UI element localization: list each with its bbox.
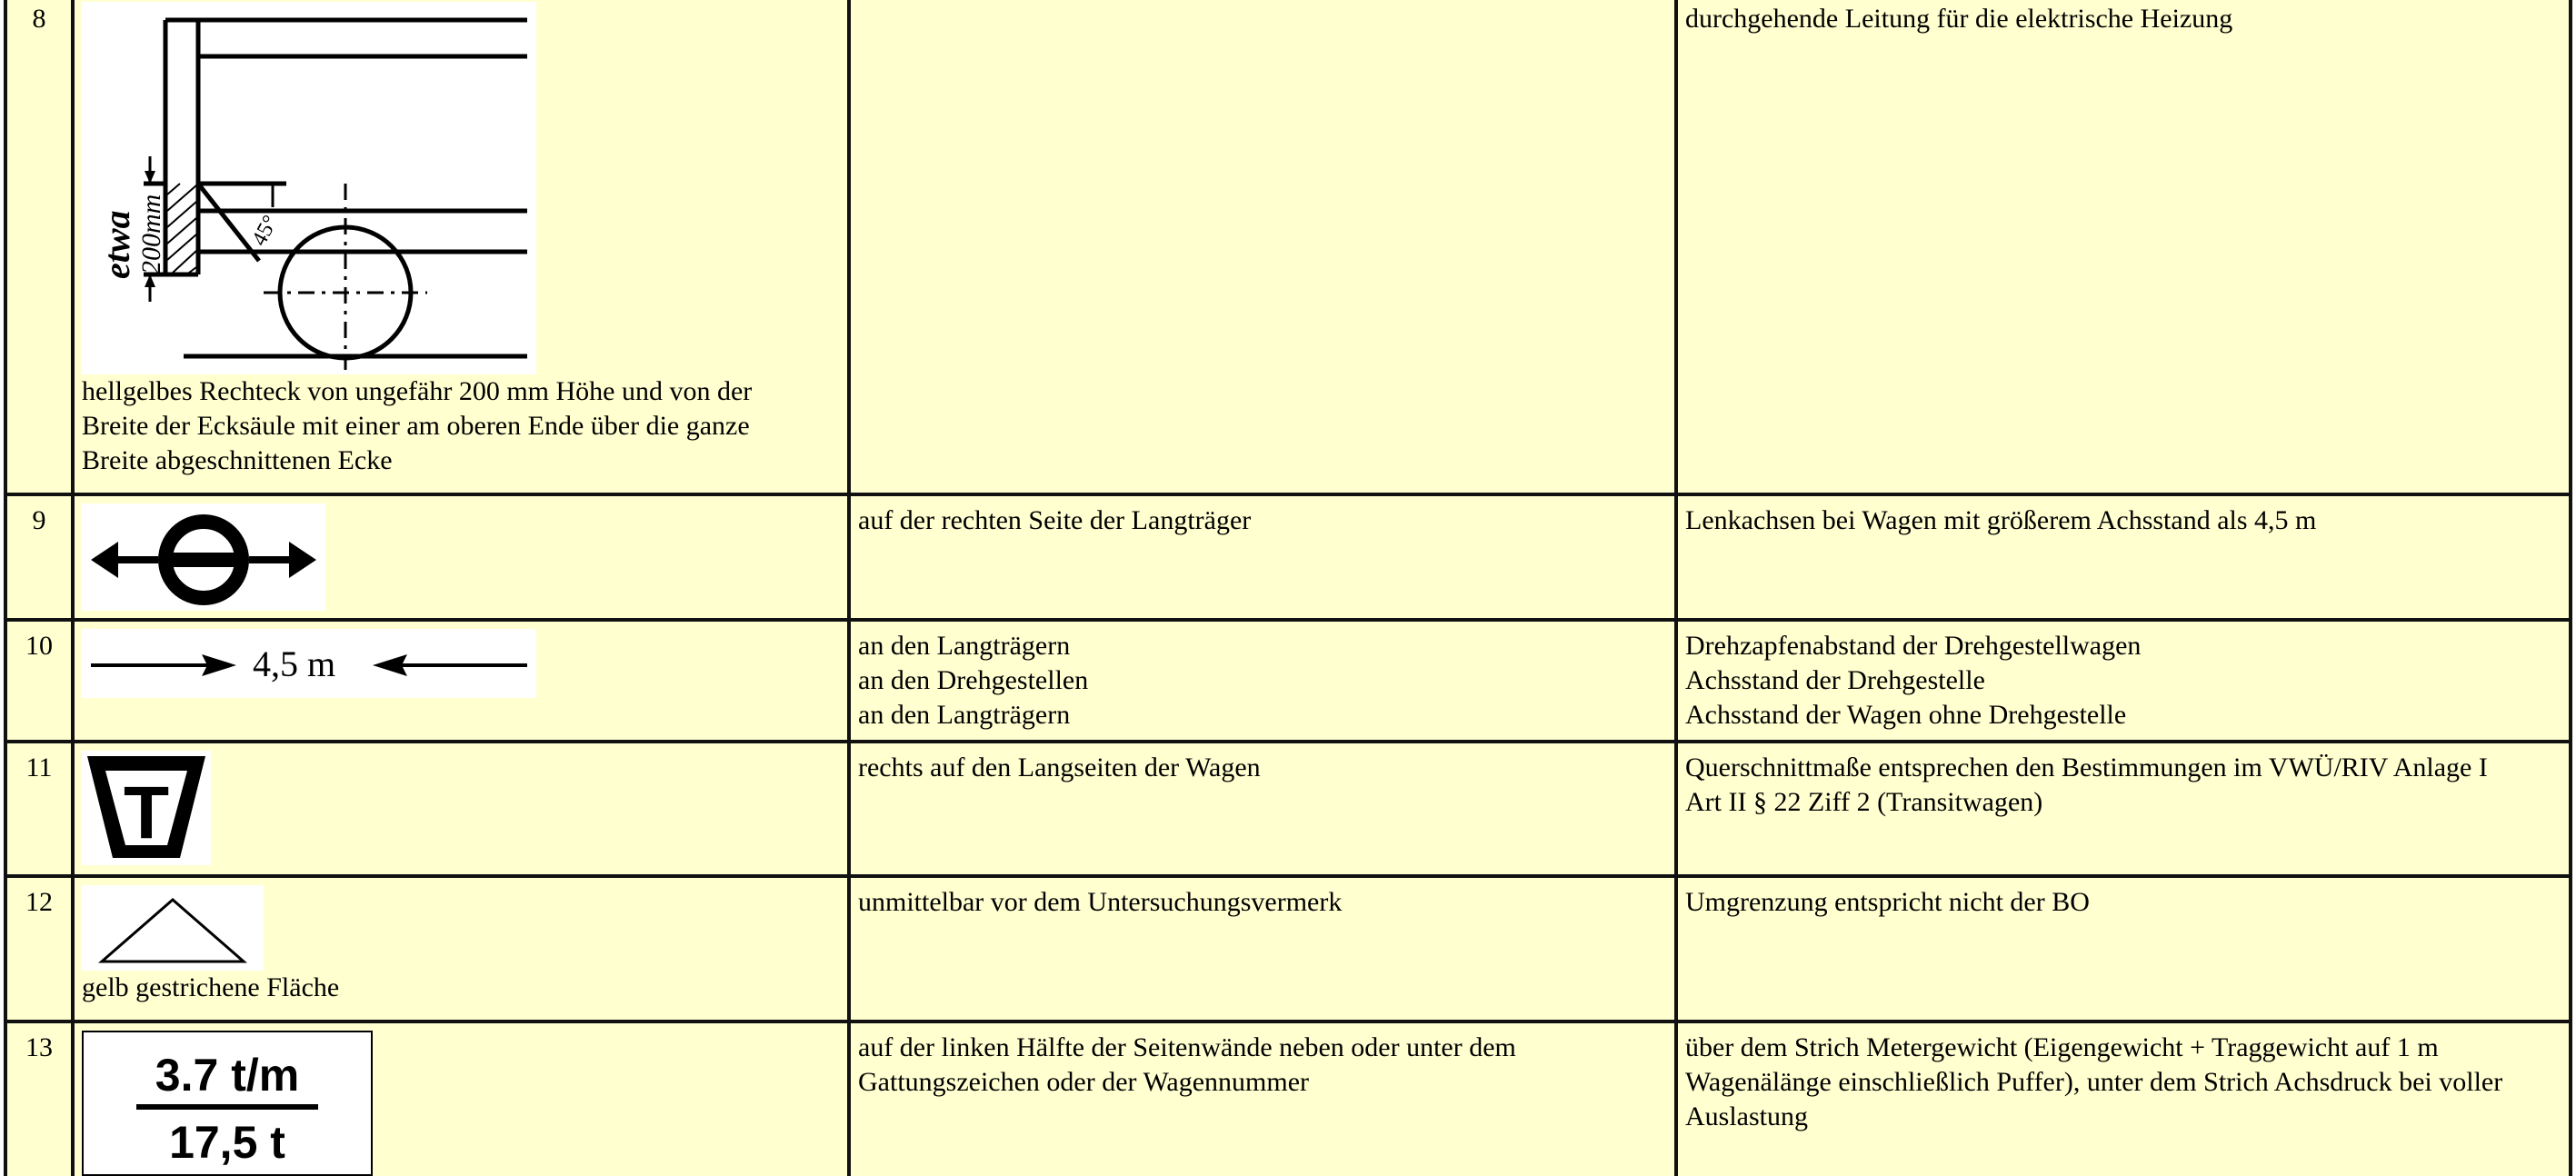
table-row	[5, 876, 2571, 1022]
meaning-cell	[1676, 620, 2571, 742]
meaning-text: durchgehende Leitung für die elektrische Heizung	[1685, 4, 2233, 34]
steering-axle-arrows-icon	[82, 503, 325, 611]
meaning-cell	[1676, 494, 2571, 620]
symbol-cell	[73, 620, 849, 742]
table-row	[5, 620, 2571, 742]
distance-label: 4,5 m	[253, 643, 336, 684]
location-text: rechts auf den Langseiten der Wagen	[858, 752, 1261, 782]
diagram-label-etwa: etwa	[96, 210, 137, 279]
meaning-text: Auslastung	[1685, 1101, 1808, 1131]
meaning-cell	[1676, 0, 2571, 494]
table-row	[5, 742, 2571, 876]
meaning-cell	[1676, 876, 2571, 1022]
location-cell	[849, 494, 1676, 620]
corner-post-drawing-icon	[82, 2, 536, 374]
symbol-cell	[73, 742, 849, 876]
symbol-cell	[73, 876, 849, 1022]
table-row	[5, 0, 2571, 494]
row-number: 8	[5, 0, 73, 494]
table-row	[5, 494, 2571, 620]
row-number: 10	[5, 620, 73, 742]
meaning-text: Querschnittmaße entsprechen den Bestimmungen im VWÜ/RIV Anlage I	[1685, 752, 2488, 782]
meaning-text: Achsstand der Drehgestelle	[1685, 665, 1985, 695]
marking-table	[4, 0, 2572, 1176]
meaning-text: über dem Strich Metergewicht (Eigengewicht + Traggewicht auf 1 m	[1685, 1032, 2439, 1062]
transit-t-letter: T	[123, 772, 170, 854]
triangle-outline-icon	[82, 885, 264, 971]
location-text: auf der linken Hälfte der Seitenwände neben oder unter dem	[858, 1032, 1516, 1062]
location-text: Gattungszeichen oder der Wagennummer	[858, 1067, 1310, 1097]
table-row	[5, 1022, 2571, 1176]
meaning-cell	[1676, 742, 2571, 876]
meaning-text: Wagenälänge einschließlich Puffer), unter dem Strich Achsdruck bei voller	[1685, 1067, 2503, 1097]
axle-load-value: 17,5 t	[169, 1117, 285, 1168]
meaning-text: Umgrenzung entspricht nicht der BO	[1685, 887, 2090, 917]
row-number: 11	[5, 742, 73, 876]
meaning-text: Achsstand der Wagen ohne Drehgestelle	[1685, 700, 2127, 730]
location-text: an den Drehgestellen	[858, 665, 1089, 695]
transit-t-trapezoid-icon	[82, 751, 211, 865]
meaning-text: Art II § 22 Ziff 2 (Transitwagen)	[1685, 787, 2043, 817]
location-cell	[849, 620, 1676, 742]
diagram-label-200mm: 200mm	[136, 194, 166, 274]
meaning-cell	[1676, 1022, 2571, 1176]
meaning-text: Drehzapfenabstand der Drehgestellwagen	[1685, 631, 2142, 661]
distance-arrows-icon	[82, 629, 536, 698]
location-cell	[849, 876, 1676, 1022]
symbol-cell	[73, 0, 849, 494]
location-text: auf der rechten Seite der Langträger	[858, 505, 1252, 535]
row-number: 12	[5, 876, 73, 1022]
diagram-label-angle: 45°	[247, 211, 284, 250]
meter-weight-value: 3.7 t/m	[155, 1050, 300, 1101]
symbol-description: gelb gestrichene Fläche	[82, 972, 340, 1002]
row-number: 13	[5, 1022, 73, 1176]
location-text: an den Langträgern	[858, 631, 1071, 661]
location-cell	[849, 1022, 1676, 1176]
location-cell	[849, 742, 1676, 876]
row-number: 9	[5, 494, 73, 620]
symbol-description: Breite abgeschnittenen Ecke	[82, 445, 393, 475]
symbol-cell	[73, 494, 849, 620]
meaning-text: Lenkachsen bei Wagen mit größerem Achsstand als 4,5 m	[1685, 505, 2317, 535]
location-text: an den Langträgern	[858, 700, 1071, 730]
symbol-cell	[73, 1022, 849, 1176]
symbol-description: Breite der Ecksäule mit einer am oberen Ende über die ganze	[82, 411, 750, 441]
meter-weight-plate-icon	[82, 1031, 373, 1176]
location-text: unmittelbar vor dem Untersuchungsvermerk	[858, 887, 1343, 917]
symbol-description: hellgelbes Rechteck von ungefähr 200 mm Höhe und von der	[82, 376, 753, 406]
location-cell	[849, 0, 1676, 494]
